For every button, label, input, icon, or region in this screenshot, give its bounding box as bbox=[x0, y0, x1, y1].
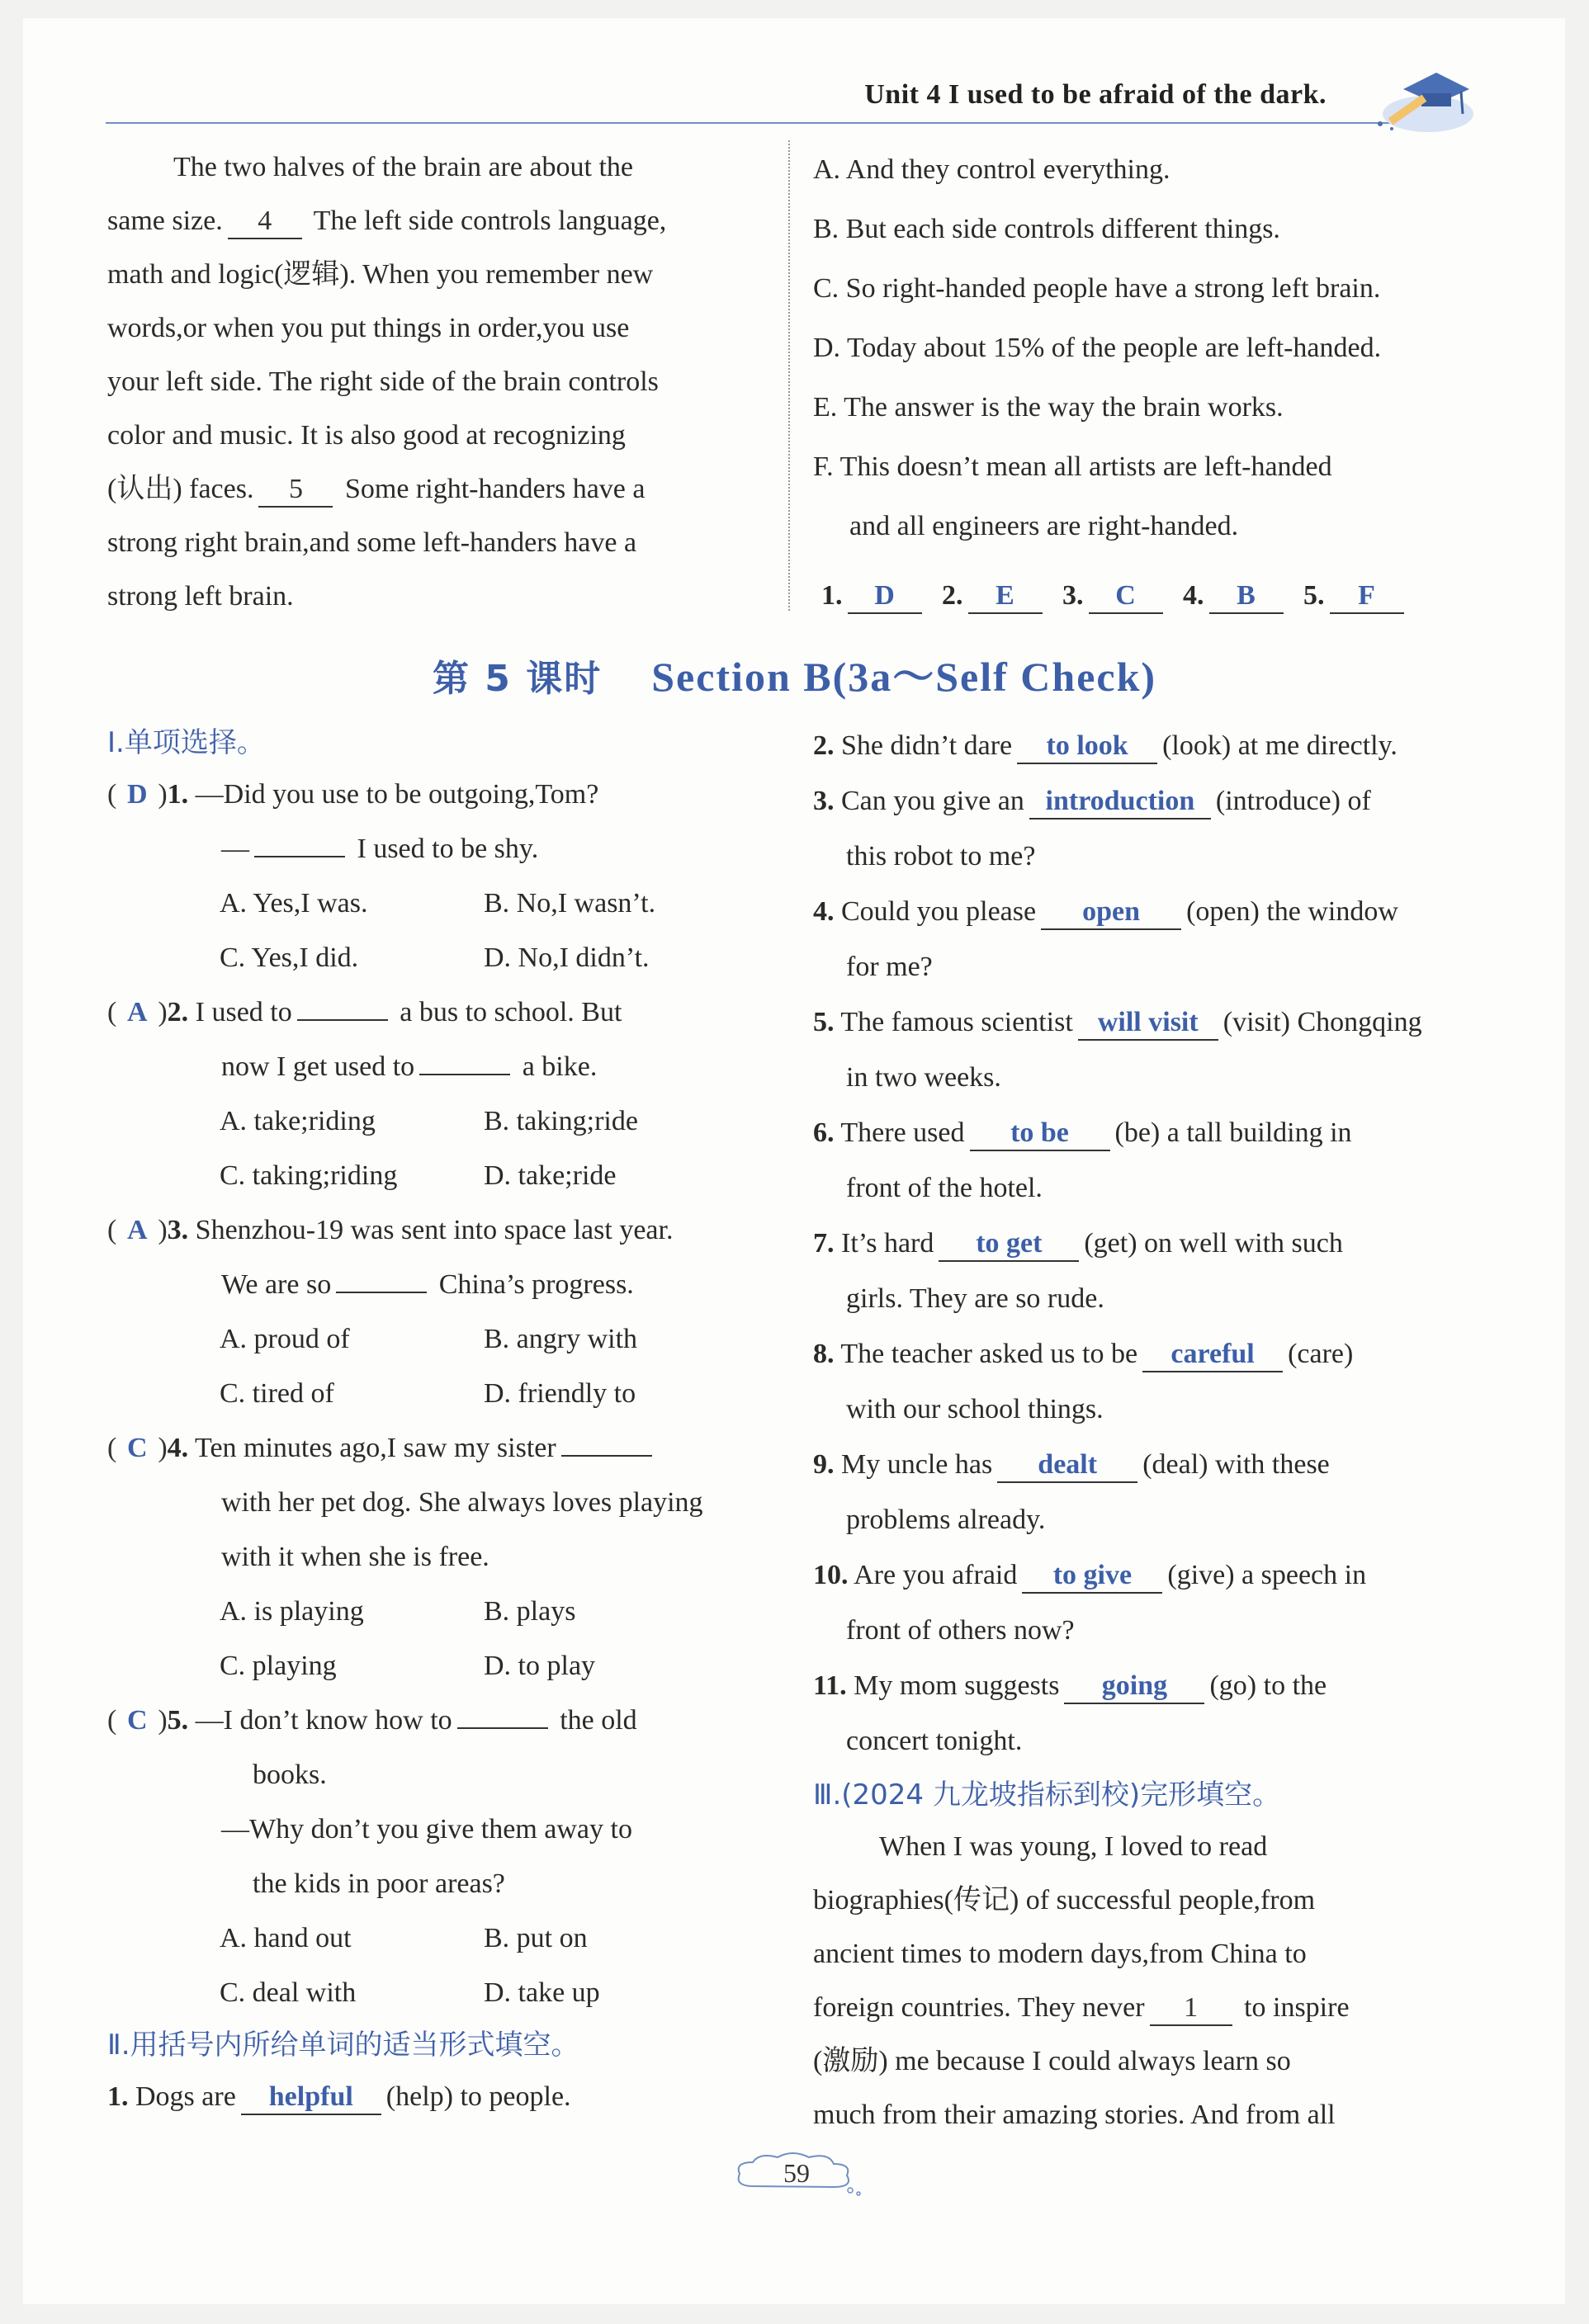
question-text: now I get used to bbox=[221, 1051, 415, 1082]
blank[interactable] bbox=[336, 1292, 427, 1293]
question-4: ( C )4. Ten minutes ago,I saw my sister bbox=[107, 1421, 776, 1476]
fill-answer[interactable]: will visit bbox=[1078, 1006, 1218, 1041]
options bbox=[107, 1312, 776, 1367]
question-line bbox=[107, 822, 776, 876]
option-a: A. And they control everything. bbox=[813, 154, 1170, 185]
item-text: The famous scientist bbox=[840, 1007, 1073, 1037]
item-text: (introduce) of bbox=[1215, 786, 1371, 816]
fill-item-2 bbox=[813, 718, 1473, 773]
section-title bbox=[0, 644, 1589, 703]
item-number: 6. bbox=[813, 1117, 835, 1148]
option[interactable]: C. playing bbox=[220, 1651, 337, 1681]
passage-line: Some right-handers have a bbox=[344, 474, 646, 504]
item-text: It’s hard bbox=[841, 1228, 934, 1259]
item-number: 9. bbox=[813, 1449, 835, 1480]
item-continuation: girls. They are so rude. bbox=[846, 1283, 1104, 1314]
answers-row bbox=[813, 571, 1473, 621]
item-text: (be) a tall building in bbox=[1114, 1117, 1352, 1148]
passage-line: (认出) faces. bbox=[107, 474, 254, 504]
page-number: 59 bbox=[783, 2158, 810, 2188]
cloze-line: (激励) me because I could always learn so bbox=[813, 2046, 1291, 2076]
option[interactable]: C. tired of bbox=[220, 1378, 334, 1409]
fill-answer[interactable]: to look bbox=[1017, 730, 1157, 764]
answer-3[interactable]: C bbox=[1089, 579, 1163, 614]
option-f-continued: and all engineers are right-handed. bbox=[849, 511, 1239, 541]
item-continuation: in two weeks. bbox=[846, 1062, 1001, 1093]
item-text: Could you please bbox=[841, 896, 1037, 927]
item-text: (go) to the bbox=[1209, 1670, 1327, 1701]
fill-item-8 bbox=[813, 1326, 1473, 1382]
question-1: ( D )1. —Did you use to be outgoing,Tom? bbox=[107, 768, 776, 822]
item-continuation: this robot to me? bbox=[846, 841, 1036, 872]
passage-line: The two halves of the brain are about the bbox=[173, 152, 634, 182]
option[interactable]: A. take;riding bbox=[220, 1106, 376, 1136]
question-stem: Shenzhou-19 was sent into space last year. bbox=[195, 1215, 674, 1245]
option[interactable]: D. take;ride bbox=[484, 1160, 617, 1191]
cloze-line: ancient times to modern days,from China to bbox=[813, 1939, 1307, 1969]
option[interactable]: B. put on bbox=[484, 1923, 588, 1953]
item-number: 11. bbox=[813, 1670, 847, 1701]
blank-5[interactable]: 5 bbox=[258, 473, 333, 508]
question-line bbox=[107, 1040, 776, 1094]
passage-line: your left side. The right side of the brain controls bbox=[107, 366, 659, 397]
question-3: ( A )3. Shenzhou-19 was sent into space last year. bbox=[107, 1203, 776, 1258]
choice-answer[interactable]: A bbox=[127, 1215, 148, 1245]
item-continuation: front of others now? bbox=[846, 1615, 1075, 1646]
choice-answer[interactable]: D bbox=[127, 779, 148, 810]
blank[interactable] bbox=[419, 1074, 510, 1075]
options bbox=[107, 1966, 776, 2020]
question-stem: —I don’t know how to bbox=[195, 1705, 452, 1736]
options bbox=[107, 1911, 776, 1966]
item-number: 10. bbox=[813, 1560, 849, 1590]
item-text: (get) on well with such bbox=[1084, 1228, 1343, 1259]
item-number: 3. bbox=[813, 786, 835, 816]
cloze-line: much from their amazing stories. And from all bbox=[813, 2100, 1336, 2130]
question-number: 4. bbox=[167, 1433, 189, 1463]
question-stem: —Did you use to be outgoing,Tom? bbox=[195, 779, 599, 810]
item-number: 1. bbox=[107, 2081, 129, 2112]
option[interactable]: D. friendly to bbox=[484, 1378, 636, 1409]
item-number: 7. bbox=[813, 1228, 835, 1259]
passage-line: words,or when you put things in order,you use bbox=[107, 313, 630, 343]
item-text: (give) a speech in bbox=[1167, 1560, 1367, 1590]
item-number: 5. bbox=[813, 1007, 835, 1037]
question-line: books. bbox=[253, 1760, 327, 1790]
item-number: 4. bbox=[813, 896, 835, 927]
fill-answer[interactable]: to be bbox=[970, 1117, 1110, 1151]
answer-number: 5. bbox=[1303, 580, 1325, 611]
cloze-blank-1[interactable]: 1 bbox=[1150, 1991, 1232, 2026]
options bbox=[107, 1094, 776, 1149]
options bbox=[107, 1149, 776, 1203]
cloze-line: biographies(传记) of successful people,from bbox=[813, 1885, 1316, 1915]
answer-number: 4. bbox=[1183, 580, 1204, 611]
option[interactable]: A. is playing bbox=[220, 1596, 364, 1627]
fill-item-11 bbox=[813, 1658, 1473, 1713]
question-number: 5. bbox=[167, 1705, 189, 1736]
passage-line: color and music. It is also good at recognizing bbox=[107, 420, 626, 451]
blank[interactable] bbox=[457, 1727, 548, 1729]
unit-title: Unit 4 I used to be afraid of the dark. bbox=[864, 79, 1327, 110]
question-stem: the old bbox=[560, 1705, 637, 1736]
option[interactable]: C. taking;riding bbox=[220, 1160, 398, 1191]
option[interactable]: A. hand out bbox=[220, 1923, 352, 1953]
fill-item-3 bbox=[813, 773, 1473, 829]
item-continuation: for me? bbox=[846, 952, 933, 982]
option[interactable]: C. deal with bbox=[220, 1977, 357, 2008]
item-text: My uncle has bbox=[841, 1449, 993, 1480]
question-text: a bike. bbox=[522, 1051, 598, 1082]
options bbox=[107, 931, 776, 985]
fill-item-4 bbox=[813, 884, 1473, 939]
cloze-line: foreign countries. They never bbox=[813, 1992, 1145, 2023]
passage-line: strong left brain. bbox=[107, 581, 294, 612]
passage-top bbox=[107, 140, 768, 623]
fill-answer[interactable]: helpful bbox=[241, 2081, 381, 2115]
option[interactable]: D. No,I didn’t. bbox=[484, 942, 650, 973]
blank-4[interactable]: 4 bbox=[228, 205, 302, 239]
item-continuation: front of the hotel. bbox=[846, 1173, 1043, 1203]
passage-line: same size. bbox=[107, 205, 223, 236]
question-line: the kids in poor areas? bbox=[253, 1868, 505, 1899]
options bbox=[107, 1639, 776, 1693]
part-3-heading: Ⅲ.(2024 九龙坡指标到校)完形填空。 bbox=[813, 1778, 1281, 1811]
graduation-cap-pencil-icon bbox=[1370, 56, 1478, 139]
fill-item-9 bbox=[813, 1437, 1473, 1492]
option-b: B. But each side controls different things. bbox=[813, 214, 1280, 244]
answer-4[interactable]: B bbox=[1209, 579, 1284, 614]
item-continuation: with our school things. bbox=[846, 1394, 1104, 1424]
question-stem: a bus to school. But bbox=[400, 997, 622, 1027]
lesson-label: 第 5 课时 bbox=[432, 658, 603, 700]
item-text: (care) bbox=[1288, 1339, 1354, 1369]
option[interactable]: B. plays bbox=[484, 1596, 576, 1627]
part-2-right bbox=[813, 718, 1473, 2142]
option-f: F. This doesn’t mean all artists are left-handed bbox=[813, 451, 1332, 482]
header-rule bbox=[106, 122, 1426, 124]
fill-item-10 bbox=[813, 1547, 1473, 1603]
question-line: —Why don’t you give them away to bbox=[221, 1814, 632, 1845]
options bbox=[107, 876, 776, 931]
options bbox=[107, 1585, 776, 1639]
fill-answer[interactable]: careful bbox=[1142, 1338, 1283, 1372]
item-text: (visit) Chongqing bbox=[1222, 1007, 1422, 1037]
item-text: There used bbox=[840, 1117, 965, 1148]
option[interactable]: A. proud of bbox=[220, 1324, 350, 1354]
option[interactable]: D. take up bbox=[484, 1977, 600, 2008]
item-continuation: problems already. bbox=[846, 1504, 1046, 1535]
passage-line: strong right brain,and some left-handers have a bbox=[107, 527, 637, 558]
question-2: ( A )2. I used to a bus to school. But bbox=[107, 985, 776, 1040]
item-number: 2. bbox=[813, 730, 835, 761]
answer-2[interactable]: E bbox=[968, 579, 1043, 614]
option-d: D. Today about 15% of the people are left-handed. bbox=[813, 333, 1382, 363]
section-label: Section B(3a～Self Check) bbox=[651, 654, 1157, 700]
item-text: She didn’t dare bbox=[841, 730, 1013, 761]
blank[interactable] bbox=[297, 1019, 388, 1021]
question-number: 3. bbox=[167, 1215, 189, 1245]
cloze-paragraph bbox=[813, 1820, 1473, 2142]
choice-answer[interactable]: C bbox=[127, 1705, 148, 1736]
option[interactable]: A. Yes,I was. bbox=[220, 888, 368, 919]
blank[interactable] bbox=[254, 856, 345, 857]
answer-1[interactable]: D bbox=[848, 579, 922, 614]
item-text: Dogs are bbox=[135, 2081, 236, 2112]
option[interactable]: B. angry with bbox=[484, 1324, 638, 1354]
fill-answer[interactable]: introduction bbox=[1029, 785, 1211, 820]
part-1-heading: Ⅰ.单项选择。 bbox=[107, 726, 265, 759]
item-text: (look) at me directly. bbox=[1162, 730, 1397, 761]
column-divider bbox=[788, 140, 790, 611]
answer-number: 2. bbox=[942, 580, 963, 611]
fill-item-6 bbox=[813, 1105, 1473, 1160]
cloze-line: When I was young, I loved to read bbox=[879, 1831, 1268, 1862]
fill-item-1 bbox=[107, 2070, 776, 2124]
item-text: Can you give an bbox=[841, 786, 1024, 816]
question-stem: Ten minutes ago,I saw my sister bbox=[195, 1433, 556, 1463]
fill-answer[interactable]: open bbox=[1041, 895, 1181, 930]
part-1 bbox=[107, 718, 776, 2124]
option-c: C. So right-handed people have a strong left brain. bbox=[813, 273, 1381, 304]
passage-paragraph bbox=[107, 140, 768, 623]
question-5: ( C )5. —I don’t know how to the old bbox=[107, 1693, 776, 1748]
option[interactable]: C. Yes,I did. bbox=[220, 942, 359, 973]
fill-item-7 bbox=[813, 1216, 1473, 1271]
part-2-heading: Ⅱ.用括号内所给单词的适当形式填空。 bbox=[107, 2029, 579, 2062]
option[interactable]: B. No,I wasn’t. bbox=[484, 888, 656, 919]
item-text: Are you afraid bbox=[854, 1560, 1018, 1590]
question-text: China’s progress. bbox=[438, 1269, 634, 1300]
blank[interactable] bbox=[561, 1455, 652, 1457]
item-number: 8. bbox=[813, 1339, 835, 1369]
item-text: (help) to people. bbox=[385, 2081, 571, 2112]
options-top bbox=[813, 140, 1473, 621]
question-number: 1. bbox=[167, 779, 189, 810]
answer-number: 3. bbox=[1062, 580, 1084, 611]
passage-line: The left side controls language, bbox=[313, 205, 667, 236]
option-e: E. The answer is the way the brain works. bbox=[813, 392, 1284, 423]
item-text: (open) the window bbox=[1186, 896, 1398, 927]
answer-5[interactable]: F bbox=[1330, 579, 1404, 614]
item-continuation: concert tonight. bbox=[846, 1726, 1023, 1756]
passage-line: math and logic(逻辑). When you remember new bbox=[107, 259, 654, 290]
fill-answer[interactable]: going bbox=[1064, 1670, 1204, 1704]
dash: — bbox=[221, 834, 249, 864]
item-text: (deal) with these bbox=[1142, 1449, 1330, 1480]
question-number: 2. bbox=[167, 997, 189, 1027]
choice-answer[interactable]: A bbox=[127, 997, 148, 1027]
item-text: My mom suggests bbox=[854, 1670, 1060, 1701]
choice-answer[interactable]: C bbox=[127, 1433, 148, 1463]
question-stem: I used to bbox=[195, 997, 292, 1027]
question-line: with her pet dog. She always loves playing bbox=[221, 1487, 703, 1518]
question-text: I used to be shy. bbox=[357, 834, 539, 864]
fill-item-5 bbox=[813, 994, 1473, 1050]
options bbox=[107, 1367, 776, 1421]
answer-number: 1. bbox=[821, 580, 843, 611]
cloze-line: to inspire bbox=[1244, 1992, 1350, 2023]
item-text: The teacher asked us to be bbox=[840, 1339, 1138, 1369]
fill-answer[interactable]: to get bbox=[939, 1227, 1079, 1262]
option[interactable]: B. taking;ride bbox=[484, 1106, 638, 1136]
fill-answer[interactable]: dealt bbox=[997, 1448, 1137, 1483]
question-line: with it when she is free. bbox=[221, 1542, 489, 1572]
question-line bbox=[107, 1258, 776, 1312]
question-text: We are so bbox=[221, 1269, 332, 1300]
fill-answer[interactable]: to give bbox=[1022, 1559, 1162, 1594]
option[interactable]: D. to play bbox=[484, 1651, 596, 1681]
